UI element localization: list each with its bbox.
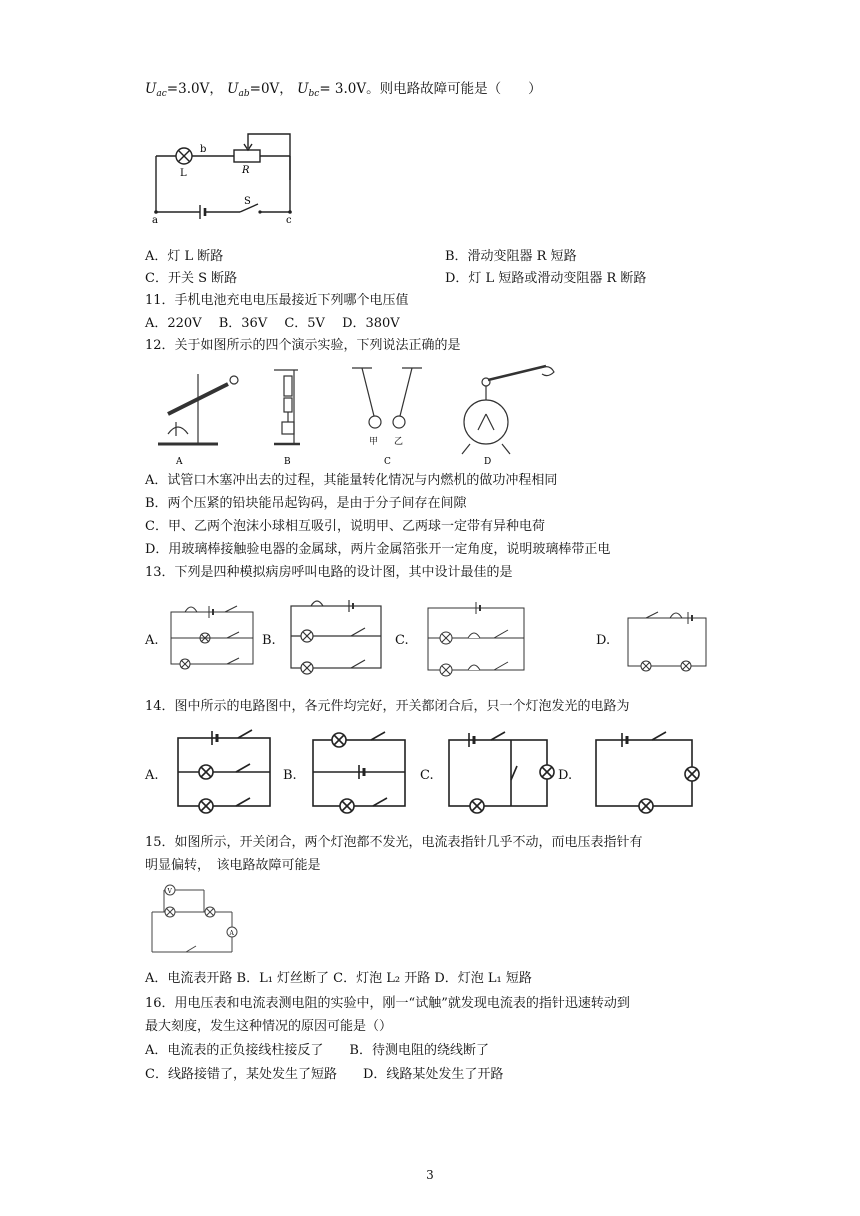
q14-circuit-d <box>590 730 702 816</box>
u-ac-subscript: ac <box>156 89 167 99</box>
q13-label-a[interactable]: A. <box>145 633 159 648</box>
q14-circuit-a <box>172 728 278 818</box>
u-ab-subscript: ab <box>238 89 250 99</box>
q14-stem: 14．图中所示的电路图中，各元件均完好，开关都闭合后，只一个灯泡发光的电路为 <box>145 699 630 714</box>
q10-option-c[interactable]: C．开关 S 断路 <box>145 271 238 286</box>
resistor-label-R: R <box>242 165 250 176</box>
svg-text:A: A <box>229 930 234 937</box>
q14-label-c[interactable]: C. <box>420 768 434 783</box>
node-label-a: a <box>152 215 158 226</box>
q10-question-tail: 。则电路故障可能是（ ） <box>366 81 542 97</box>
u-ac-symbol: U <box>145 81 157 97</box>
u-bc-subscript: bc <box>308 89 320 99</box>
q10-option-b[interactable]: B．滑动变阻器 R 短路 <box>445 249 577 264</box>
u-ac-value: =3.0V， <box>166 81 223 97</box>
q16-options-row1[interactable]: A．电流表的正负接线柱接反了 B．待测电阻的绕线断了 <box>145 1043 489 1058</box>
q13-circuit-b <box>285 592 390 676</box>
page-number: 3 <box>426 1168 434 1182</box>
fig-label-d: D <box>484 457 492 467</box>
u-bc-value: = 3.0V <box>319 81 367 97</box>
q13-label-d[interactable]: D. <box>596 633 611 648</box>
q11-options[interactable]: A．220V B．36V C．5V D．380V <box>145 316 400 331</box>
ball-label-yi: 乙 <box>394 437 404 447</box>
node-label-c: c <box>286 215 292 226</box>
q13-circuit-a <box>165 596 260 676</box>
q12-option-c[interactable]: C．甲、乙两个泡沫小球相互吸引，说明甲、乙两球一定带有异种电荷 <box>145 519 545 534</box>
q10-option-d[interactable]: D．灯 L 短路或滑动变阻器 R 断路 <box>445 271 647 286</box>
q16-stem-line2: 最大刻度，发生这种情况的原因可能是（） <box>145 1019 393 1034</box>
svg-text:V: V <box>167 888 172 895</box>
q14-label-b[interactable]: B. <box>283 768 297 783</box>
q12-option-d[interactable]: D．用玻璃棒接触验电器的金属球，两片金属箔张开一定角度，说明玻璃棒带正电 <box>145 542 611 557</box>
q14-label-d[interactable]: D. <box>558 768 573 783</box>
q12-stem: 12．关于如图所示的四个演示实验，下列说法正确的是 <box>145 338 461 353</box>
q10-circuit-figure <box>148 126 308 226</box>
q16-options-row2[interactable]: C．线路接错了，某处发生了短路 D．线路某处发生了开路 <box>145 1067 504 1082</box>
q14-circuit-c <box>443 728 555 818</box>
q10-option-a[interactable]: A．灯 L 断路 <box>145 249 224 264</box>
switch-label-S: S <box>244 196 251 207</box>
q13-stem: 13．下列是四种模拟病房呼叫电路的设计图，其中设计最佳的是 <box>145 565 513 580</box>
q13-label-c[interactable]: C. <box>395 633 409 648</box>
q12-option-b[interactable]: B．两个压紧的铅块能吊起钩码，是由于分子间存在间隙 <box>145 496 467 511</box>
ball-label-jia: 甲 <box>369 437 379 447</box>
q12-option-a[interactable]: A．试管口木塞冲出去的过程，其能量转化情况与内燃机的做功冲程相同 <box>145 473 558 488</box>
lamp-label-L: L <box>180 168 187 179</box>
q14-circuit-b <box>307 728 413 818</box>
fig-label-a: A <box>176 457 183 467</box>
q13-circuit-d <box>622 604 712 672</box>
q10-header <box>145 80 542 103</box>
node-label-b: b <box>200 144 207 155</box>
u-bc-symbol: U <box>297 81 309 97</box>
fig-label-c: C <box>384 457 391 467</box>
q13-label-b[interactable]: B. <box>262 633 276 648</box>
q15-circuit-figure <box>146 880 246 960</box>
q14-label-a[interactable]: A. <box>145 768 159 783</box>
q12-experiments-figure <box>148 364 568 468</box>
u-ab-value: =0V， <box>249 81 293 97</box>
fig-label-b: B <box>284 457 291 467</box>
q15-stem-line2: 明显偏转， 该电路故障可能是 <box>145 858 321 873</box>
q16-stem-line1: 16．用电压表和电流表测电阻的实验中，刚一“试触”就发现电流表的指针迅速转动到 <box>145 996 630 1011</box>
u-ab-symbol: U <box>227 81 239 97</box>
q11-stem: 11．手机电池充电电压最接近下列哪个电压值 <box>145 293 409 308</box>
q13-circuit-c <box>422 596 530 678</box>
q15-stem-line1: 15．如图所示，开关闭合，两个灯泡都不发光，电流表指针几乎不动，而电压表指针有 <box>145 835 643 850</box>
q15-options[interactable]: A．电流表开路 B．L₁ 灯丝断了 C．灯泡 L₂ 开路 D．灯泡 L₁ 短路 <box>145 971 532 986</box>
